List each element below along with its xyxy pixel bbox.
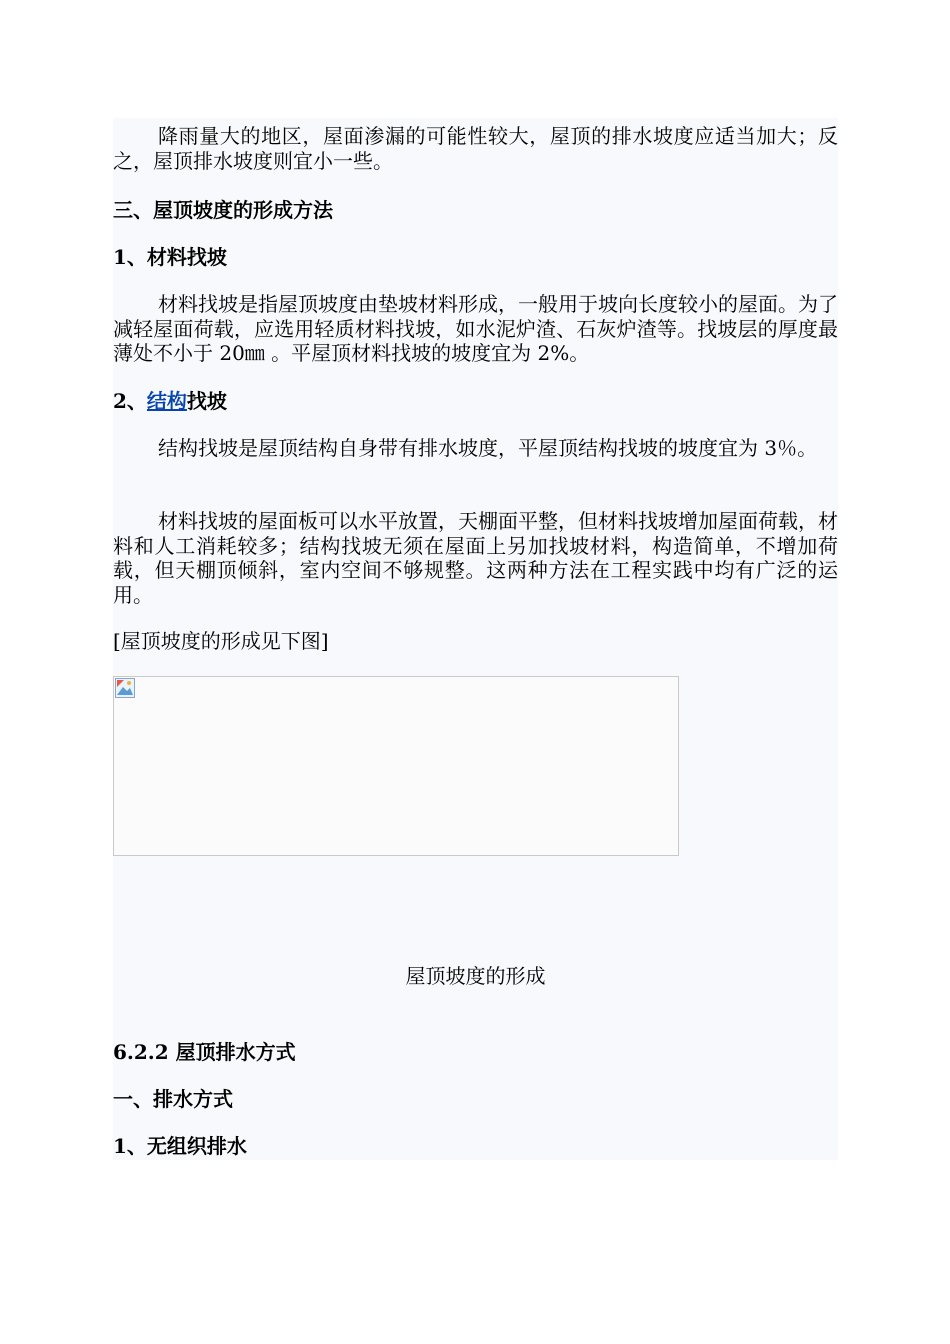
- paragraph-comparison: 材料找坡的屋面板可以水平放置，天棚面平整，但材料找坡增加屋面荷载，材料和人工消耗较多；结构找坡无须在屋面上另加找坡材料，构造简单，不增加荷载，但天棚顶倾斜，室内空间不够规整。这两种方法在工程实践中均有广泛的运用。: [113, 509, 838, 607]
- heading-drainage-methods: 一、排水方式: [113, 1087, 233, 1111]
- paragraph-material-slope: 材料找坡是指屋顶坡度由垫坡材料形成，一般用于坡向长度较小的屋面。为了减轻屋面荷载，应选用轻质材料找坡，如水泥炉渣、石灰炉渣等。找坡层的厚度最薄处不小于 20㎜ 。平屋顶材料找坡的坡度宜为 2%。: [113, 292, 838, 365]
- heading-unorganized-drainage: 1、无组织排水: [113, 1134, 247, 1158]
- structure-link[interactable]: 结构: [146, 389, 187, 413]
- heading-prefix: 2、: [113, 389, 147, 413]
- heading-structural-slope: [113, 389, 227, 413]
- figure-image-placeholder: [113, 676, 679, 856]
- broken-image-icon: [115, 678, 135, 698]
- figure-caption: 屋顶坡度的形成: [405, 964, 546, 988]
- heading-suffix: 找坡: [186, 389, 227, 413]
- heading-slope-methods: 三、屋顶坡度的形成方法: [113, 198, 333, 222]
- heading-drainage-section: 6.2.2 屋顶排水方式: [113, 1040, 296, 1064]
- document-body: [113, 118, 838, 1160]
- figure-reference: [屋顶坡度的形成见下图]: [113, 629, 329, 653]
- heading-material-slope: 1、材料找坡: [113, 245, 227, 269]
- paragraph-structural-slope: 结构找坡是屋顶结构自身带有排水坡度，平屋顶结构找坡的坡度宜为 3％。: [158, 436, 818, 460]
- paragraph-rainfall: 降雨量大的地区，屋面渗漏的可能性较大，屋顶的排水坡度应适当加大；反之，屋顶排水坡度则宜小一些。: [113, 124, 838, 173]
